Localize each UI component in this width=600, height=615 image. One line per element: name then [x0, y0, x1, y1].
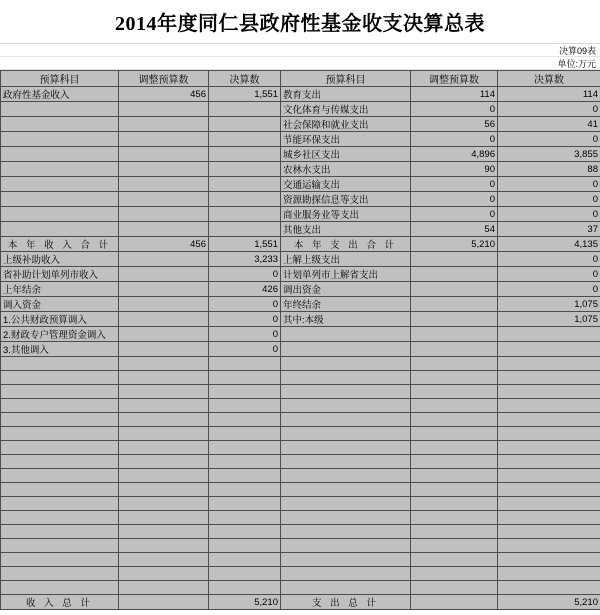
expense-subject-cell[interactable] [281, 455, 411, 469]
expense-final-cell[interactable] [498, 581, 600, 595]
expense-subject-cell[interactable]: 教育支出 [281, 87, 411, 102]
budget-table [0, 70, 600, 610]
table-row [1, 252, 600, 267]
expense-adjusted-cell[interactable] [411, 595, 498, 610]
income-final-cell[interactable] [209, 413, 281, 427]
expense-adjusted-cell[interactable] [411, 553, 498, 567]
income-final-cell[interactable] [209, 222, 281, 237]
income-adjusted-cell[interactable] [119, 252, 209, 267]
expense-adjusted-cell[interactable] [411, 357, 498, 371]
income-subject-cell[interactable] [1, 192, 119, 207]
expense-subject-cell[interactable] [281, 371, 411, 385]
table-row [1, 282, 600, 297]
table-body [1, 87, 600, 610]
header-income-final: 决算数 [209, 71, 281, 87]
income-subject-cell[interactable] [1, 469, 119, 483]
expense-subject-cell[interactable]: 交通运输支出 [281, 177, 411, 192]
expense-adjusted-cell[interactable] [411, 469, 498, 483]
expense-final-cell[interactable]: 37 [498, 222, 600, 237]
header-income-subject: 预算科目 [1, 71, 119, 87]
expense-subject-cell[interactable] [281, 441, 411, 455]
income-adjusted-cell[interactable] [119, 441, 209, 455]
income-adjusted-cell[interactable] [119, 132, 209, 147]
expense-subject-cell[interactable]: 文化体育与传媒支出 [281, 102, 411, 117]
table-row [1, 497, 600, 511]
expense-final-cell[interactable] [498, 483, 600, 497]
income-adjusted-cell[interactable] [119, 342, 209, 357]
income-final-cell[interactable] [209, 483, 281, 497]
income-adjusted-cell[interactable] [119, 427, 209, 441]
title-band [0, 0, 600, 44]
expense-subject-cell[interactable]: 农林水支出 [281, 162, 411, 177]
expense-adjusted-cell[interactable] [411, 567, 498, 581]
meta-band [0, 44, 600, 70]
income-final-cell[interactable] [209, 117, 281, 132]
expense-subject-cell[interactable] [281, 581, 411, 595]
income-final-cell[interactable] [209, 567, 281, 581]
expense-subject-cell[interactable]: 上解上级支出 [281, 252, 411, 267]
table-row [1, 222, 600, 237]
expense-adjusted-cell[interactable] [411, 511, 498, 525]
expense-subject-cell[interactable]: 调出资金 [281, 282, 411, 297]
expense-final-cell[interactable] [498, 385, 600, 399]
income-subject-cell[interactable]: 上级补助收入 [1, 252, 119, 267]
expense-final-cell[interactable]: 0 [498, 282, 600, 297]
income-final-cell[interactable] [209, 511, 281, 525]
table-row [1, 342, 600, 357]
expense-subject-cell[interactable] [281, 427, 411, 441]
expense-adjusted-cell[interactable] [411, 385, 498, 399]
income-final-cell[interactable]: 426 [209, 282, 281, 297]
expense-final-cell[interactable] [498, 413, 600, 427]
expense-subject-cell[interactable]: 计划单列市上解省支出 [281, 267, 411, 282]
income-subject-cell[interactable] [1, 483, 119, 497]
income-adjusted-cell[interactable] [119, 539, 209, 553]
expense-final-cell[interactable]: 0 [498, 132, 600, 147]
income-adjusted-cell[interactable] [119, 312, 209, 327]
expense-adjusted-cell[interactable]: 90 [411, 162, 498, 177]
expense-final-cell[interactable] [498, 511, 600, 525]
income-adjusted-cell[interactable] [119, 525, 209, 539]
expense-adjusted-cell[interactable] [411, 413, 498, 427]
income-subject-cell[interactable]: 3.其他调入 [1, 342, 119, 357]
income-subject-cell[interactable] [1, 385, 119, 399]
income-subject-cell[interactable] [1, 147, 119, 162]
expense-final-cell[interactable]: 1,075 [498, 312, 600, 327]
income-final-cell[interactable] [209, 385, 281, 399]
income-adjusted-cell[interactable]: 456 [119, 237, 209, 252]
income-adjusted-cell[interactable] [119, 455, 209, 469]
expense-subject-cell[interactable]: 年终结余 [281, 297, 411, 312]
income-final-cell[interactable] [209, 497, 281, 511]
header-income-adjusted: 调整预算数 [119, 71, 209, 87]
form-code: 决算09表 [558, 45, 596, 56]
income-adjusted-cell[interactable] [119, 147, 209, 162]
income-final-cell[interactable] [209, 441, 281, 455]
expense-adjusted-cell[interactable] [411, 282, 498, 297]
table-row [1, 455, 600, 469]
income-final-cell[interactable] [209, 371, 281, 385]
income-adjusted-cell[interactable] [119, 581, 209, 595]
income-final-cell[interactable] [209, 553, 281, 567]
income-adjusted-cell[interactable] [119, 327, 209, 342]
expense-final-cell[interactable]: 3,855 [498, 147, 600, 162]
expense-subject-cell[interactable] [281, 342, 411, 357]
expense-subject-cell[interactable] [281, 385, 411, 399]
expense-adjusted-cell[interactable] [411, 252, 498, 267]
income-final-cell[interactable]: 1,551 [209, 87, 281, 102]
expense-adjusted-cell[interactable]: 0 [411, 102, 498, 117]
expense-adjusted-cell[interactable]: 56 [411, 117, 498, 132]
table-row [1, 327, 600, 342]
table-row [1, 297, 600, 312]
table-row [1, 595, 600, 610]
income-adjusted-cell[interactable] [119, 207, 209, 222]
income-subject-cell[interactable] [1, 162, 119, 177]
income-final-cell[interactable] [209, 427, 281, 441]
income-adjusted-cell[interactable] [119, 357, 209, 371]
expense-final-cell[interactable] [498, 539, 600, 553]
income-final-cell[interactable]: 0 [209, 267, 281, 282]
header-expense-final: 决算数 [498, 71, 600, 87]
expense-adjusted-cell[interactable] [411, 312, 498, 327]
income-final-cell[interactable] [209, 539, 281, 553]
income-adjusted-cell[interactable] [119, 595, 209, 610]
income-subject-cell[interactable] [1, 511, 119, 525]
income-final-cell[interactable] [209, 102, 281, 117]
income-subject-cell[interactable] [1, 102, 119, 117]
income-adjusted-cell[interactable] [119, 192, 209, 207]
expense-final-cell[interactable] [498, 441, 600, 455]
income-final-cell[interactable] [209, 192, 281, 207]
income-subject-cell[interactable] [1, 427, 119, 441]
expense-final-cell[interactable] [498, 399, 600, 413]
expense-final-cell[interactable]: 0 [498, 192, 600, 207]
expense-adjusted-cell[interactable] [411, 497, 498, 511]
table-row [1, 177, 600, 192]
expense-subject-cell[interactable] [281, 327, 411, 342]
income-adjusted-cell[interactable] [119, 117, 209, 132]
expense-final-cell[interactable] [498, 525, 600, 539]
income-final-cell[interactable] [209, 147, 281, 162]
income-subject-cell[interactable]: 省补助计划单列市收入 [1, 267, 119, 282]
income-adjusted-cell[interactable] [119, 469, 209, 483]
expense-subject-cell[interactable]: 社会保障和就业支出 [281, 117, 411, 132]
income-final-cell[interactable]: 1,551 [209, 237, 281, 252]
expense-adjusted-cell[interactable]: 114 [411, 87, 498, 102]
expense-final-cell[interactable] [498, 553, 600, 567]
income-adjusted-cell[interactable] [119, 282, 209, 297]
table-row [1, 117, 600, 132]
expense-final-cell[interactable]: 0 [498, 177, 600, 192]
income-subject-cell[interactable] [1, 357, 119, 371]
expense-adjusted-cell[interactable]: 54 [411, 222, 498, 237]
expense-adjusted-cell[interactable]: 0 [411, 207, 498, 222]
income-adjusted-cell[interactable] [119, 567, 209, 581]
unit-note-row [0, 57, 600, 70]
table-row [1, 147, 600, 162]
income-subject-cell[interactable]: 调入资金 [1, 297, 119, 312]
expense-subject-cell[interactable] [281, 525, 411, 539]
table-row [1, 371, 600, 385]
expense-final-cell[interactable]: 114 [498, 87, 600, 102]
expense-adjusted-cell[interactable] [411, 427, 498, 441]
income-final-cell[interactable] [209, 399, 281, 413]
expense-final-cell[interactable] [498, 427, 600, 441]
expense-adjusted-cell[interactable]: 0 [411, 132, 498, 147]
expense-subject-cell[interactable]: 其他支出 [281, 222, 411, 237]
table-row [1, 483, 600, 497]
expense-adjusted-cell[interactable]: 4,896 [411, 147, 498, 162]
expense-subject-cell[interactable] [281, 483, 411, 497]
expense-subject-cell[interactable]: 商业服务业等支出 [281, 207, 411, 222]
expense-final-cell[interactable] [498, 497, 600, 511]
expense-subject-cell[interactable]: 节能环保支出 [281, 132, 411, 147]
income-final-cell[interactable]: 0 [209, 297, 281, 312]
income-subject-cell[interactable] [1, 497, 119, 511]
expense-final-cell[interactable]: 0 [498, 207, 600, 222]
expense-subject-cell[interactable]: 资源勘探信息等支出 [281, 192, 411, 207]
expense-final-cell[interactable]: 0 [498, 102, 600, 117]
income-final-cell[interactable]: 5,210 [209, 595, 281, 610]
income-adjusted-cell[interactable] [119, 102, 209, 117]
expense-final-cell[interactable] [498, 469, 600, 483]
income-final-cell[interactable] [209, 132, 281, 147]
income-final-cell[interactable] [209, 525, 281, 539]
expense-subject-cell[interactable] [281, 357, 411, 371]
expense-adjusted-cell[interactable] [411, 581, 498, 595]
table-row [1, 357, 600, 371]
income-adjusted-cell[interactable] [119, 222, 209, 237]
expense-adjusted-cell[interactable] [411, 455, 498, 469]
table-row [1, 312, 600, 327]
income-subject-cell[interactable]: 政府性基金收入 [1, 87, 119, 102]
expense-final-cell[interactable]: 88 [498, 162, 600, 177]
header-expense-subject: 预算科目 [281, 71, 411, 87]
income-adjusted-cell[interactable] [119, 497, 209, 511]
table-row [1, 87, 600, 102]
income-subject-cell[interactable] [1, 117, 119, 132]
table-row [1, 553, 600, 567]
income-final-cell[interactable] [209, 455, 281, 469]
income-final-cell[interactable] [209, 469, 281, 483]
expense-adjusted-cell[interactable]: 5,210 [411, 237, 498, 252]
income-subject-cell[interactable] [1, 539, 119, 553]
income-subject-cell[interactable] [1, 207, 119, 222]
expense-final-cell[interactable]: 5,210 [498, 595, 600, 610]
income-subject-cell[interactable] [1, 567, 119, 581]
income-adjusted-cell[interactable] [119, 162, 209, 177]
income-final-cell[interactable] [209, 581, 281, 595]
income-subject-cell[interactable] [1, 525, 119, 539]
table-row [1, 162, 600, 177]
income-final-cell[interactable]: 3,233 [209, 252, 281, 267]
header-expense-adjusted: 调整预算数 [411, 71, 498, 87]
income-final-cell[interactable] [209, 177, 281, 192]
expense-subject-cell[interactable]: 城乡社区支出 [281, 147, 411, 162]
income-subject-cell[interactable] [1, 581, 119, 595]
expense-adjusted-cell[interactable] [411, 399, 498, 413]
table-header [1, 71, 600, 87]
income-subject-cell[interactable] [1, 371, 119, 385]
income-adjusted-cell[interactable] [119, 553, 209, 567]
income-adjusted-cell[interactable] [119, 385, 209, 399]
expense-final-cell[interactable]: 41 [498, 117, 600, 132]
income-subject-cell[interactable] [1, 177, 119, 192]
income-adjusted-cell[interactable] [119, 297, 209, 312]
expense-adjusted-cell[interactable] [411, 441, 498, 455]
table-row [1, 511, 600, 525]
income-subject-cell[interactable] [1, 399, 119, 413]
table-row [1, 399, 600, 413]
expense-adjusted-cell[interactable] [411, 267, 498, 282]
expense-subject-cell[interactable] [281, 511, 411, 525]
expense-subject-cell[interactable]: 其中:本级 [281, 312, 411, 327]
expense-subject-cell[interactable] [281, 497, 411, 511]
page-title: 2014年度同仁县政府性基金收支决算总表 [115, 13, 485, 35]
expense-final-cell[interactable]: 4,135 [498, 237, 600, 252]
expense-subject-cell[interactable] [281, 539, 411, 553]
table-row [1, 237, 600, 252]
income-final-cell[interactable]: 0 [209, 327, 281, 342]
table-row [1, 525, 600, 539]
expense-subject-cell[interactable] [281, 567, 411, 581]
expense-adjusted-cell[interactable] [411, 539, 498, 553]
expense-subject-cell[interactable] [281, 469, 411, 483]
expense-adjusted-cell[interactable]: 0 [411, 177, 498, 192]
income-adjusted-cell[interactable] [119, 511, 209, 525]
table-row [1, 413, 600, 427]
income-final-cell[interactable] [209, 207, 281, 222]
expense-adjusted-cell[interactable] [411, 297, 498, 312]
expense-final-cell[interactable]: 1,075 [498, 297, 600, 312]
expense-final-cell[interactable] [498, 371, 600, 385]
income-adjusted-cell[interactable] [119, 371, 209, 385]
table-row [1, 102, 600, 117]
income-adjusted-cell[interactable] [119, 399, 209, 413]
table-row [1, 132, 600, 147]
expense-final-cell[interactable] [498, 455, 600, 469]
expense-subject-cell[interactable]: 支 出 总 计 [281, 595, 411, 610]
income-adjusted-cell[interactable]: 456 [119, 87, 209, 102]
table-row [1, 469, 600, 483]
expense-subject-cell[interactable] [281, 553, 411, 567]
income-final-cell[interactable]: 0 [209, 312, 281, 327]
expense-final-cell[interactable]: 0 [498, 252, 600, 267]
expense-adjusted-cell[interactable] [411, 483, 498, 497]
expense-final-cell[interactable] [498, 357, 600, 371]
expense-adjusted-cell[interactable] [411, 371, 498, 385]
expense-final-cell[interactable] [498, 567, 600, 581]
income-subject-cell[interactable]: 本 年 收 入 合 计 [1, 237, 119, 252]
income-adjusted-cell[interactable] [119, 177, 209, 192]
table-row [1, 385, 600, 399]
expense-final-cell[interactable]: 0 [498, 267, 600, 282]
income-subject-cell[interactable] [1, 222, 119, 237]
table-row [1, 427, 600, 441]
income-subject-cell[interactable] [1, 441, 119, 455]
expense-subject-cell[interactable] [281, 399, 411, 413]
table-row [1, 567, 600, 581]
expense-subject-cell[interactable]: 本 年 支 出 合 计 [281, 237, 411, 252]
income-subject-cell[interactable]: 1.公共财政预算调入 [1, 312, 119, 327]
table-row [1, 539, 600, 553]
expense-final-cell[interactable] [498, 327, 600, 342]
income-final-cell[interactable]: 0 [209, 342, 281, 357]
unit-note: 单位:万元 [557, 58, 596, 69]
income-subject-cell[interactable] [1, 132, 119, 147]
income-adjusted-cell[interactable] [119, 483, 209, 497]
income-subject-cell[interactable]: 上年结余 [1, 282, 119, 297]
expense-subject-cell[interactable] [281, 413, 411, 427]
table-row [1, 192, 600, 207]
income-adjusted-cell[interactable] [119, 267, 209, 282]
header-row [1, 71, 600, 87]
expense-final-cell[interactable] [498, 342, 600, 357]
table-row [1, 441, 600, 455]
expense-adjusted-cell[interactable] [411, 342, 498, 357]
income-final-cell[interactable] [209, 357, 281, 371]
income-subject-cell[interactable] [1, 413, 119, 427]
table-row [1, 581, 600, 595]
income-subject-cell[interactable]: 收 入 总 计 [1, 595, 119, 610]
expense-adjusted-cell[interactable] [411, 525, 498, 539]
expense-adjusted-cell[interactable] [411, 327, 498, 342]
form-code-row [0, 44, 600, 57]
income-subject-cell[interactable] [1, 553, 119, 567]
income-subject-cell[interactable]: 2.财政专户管理资金调入 [1, 327, 119, 342]
table-row [1, 207, 600, 222]
income-final-cell[interactable] [209, 162, 281, 177]
expense-adjusted-cell[interactable]: 0 [411, 192, 498, 207]
income-subject-cell[interactable] [1, 455, 119, 469]
table-row [1, 267, 600, 282]
income-adjusted-cell[interactable] [119, 413, 209, 427]
